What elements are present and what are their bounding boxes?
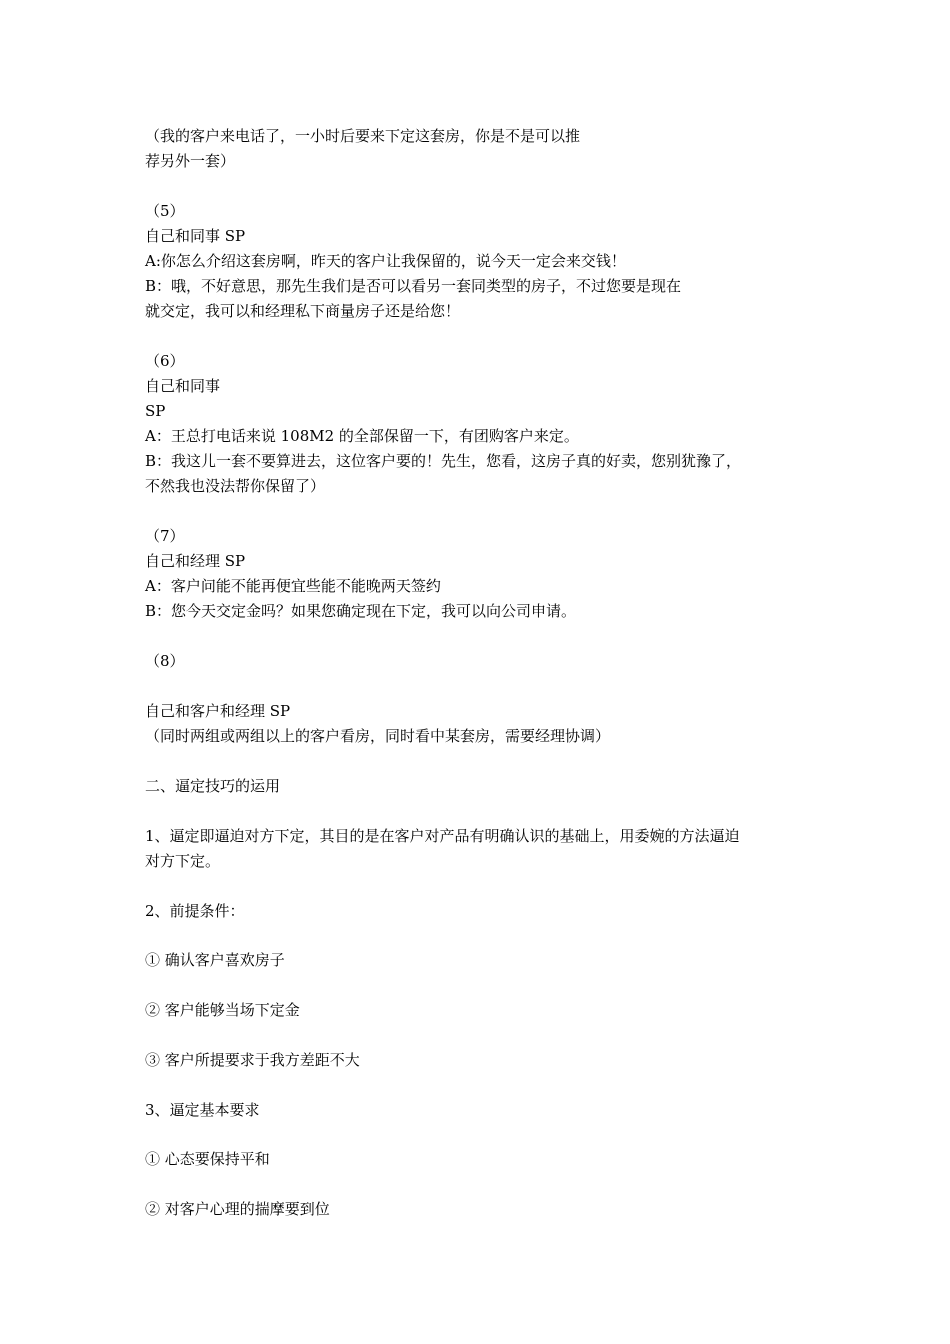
text-line: A:你怎么介绍这套房啊，昨天的客户让我保留的，说今天一定会来交钱！	[145, 252, 626, 270]
text-line: 对方下定。	[145, 852, 221, 870]
text-line: B：您今天交定金吗？如果您确定现在下定，我可以向公司申请。	[145, 602, 577, 620]
text-line: （我的客户来电话了，一小时后要来下定这套房，你是不是可以推	[145, 127, 581, 145]
section-heading: 二、逼定技巧的运用	[145, 777, 281, 795]
text-line: 自己和经理 SP	[145, 552, 246, 570]
section-number: （6）	[145, 352, 185, 370]
text-line: B：我这儿一套不要算进去，这位客户要的！先生，您看，这房子真的好卖，您别犹豫了，	[145, 452, 742, 470]
section-number: （5）	[145, 202, 185, 220]
list-item: ③ 客户所提要求于我方差距不大	[145, 1051, 360, 1069]
text-line: 自己和同事	[145, 377, 221, 395]
subheading: 2、前提条件：	[145, 902, 245, 920]
section-number: （7）	[145, 527, 185, 545]
list-item: ① 确认客户喜欢房子	[145, 951, 285, 969]
text-line: A：王总打电话来说 108M2 的全部保留一下，有团购客户来定。	[145, 427, 579, 445]
text-line: 荐另外一套）	[145, 152, 236, 170]
text-line: （同时两组或两组以上的客户看房，同时看中某套房，需要经理协调）	[145, 727, 611, 745]
list-item: ① 心态要保持平和	[145, 1150, 270, 1168]
text-line: 就交定，我可以和经理私下商量房子还是给您！	[145, 302, 461, 320]
text-line: 自己和客户和经理 SP	[145, 702, 291, 720]
text-line: 自己和同事 SP	[145, 227, 246, 245]
text-line: B：哦，不好意思，那先生我们是否可以看另一套同类型的房子，不过您要是现在	[145, 277, 682, 295]
list-item: ② 客户能够当场下定金	[145, 1001, 300, 1019]
text-line: 不然我也没法帮你保留了）	[145, 477, 326, 495]
subheading: 3、逼定基本要求	[145, 1101, 260, 1119]
section-number: （8）	[145, 652, 185, 670]
text-line: 1、逼定即逼迫对方下定，其目的是在客户对产品有明确认识的基础上，用委婉的方法逼迫	[145, 827, 740, 845]
text-line: SP	[145, 402, 166, 420]
list-item: ② 对客户心理的揣摩要到位	[145, 1200, 330, 1218]
text-line: A：客户问能不能再便宜些能不能晚两天签约	[145, 577, 441, 595]
